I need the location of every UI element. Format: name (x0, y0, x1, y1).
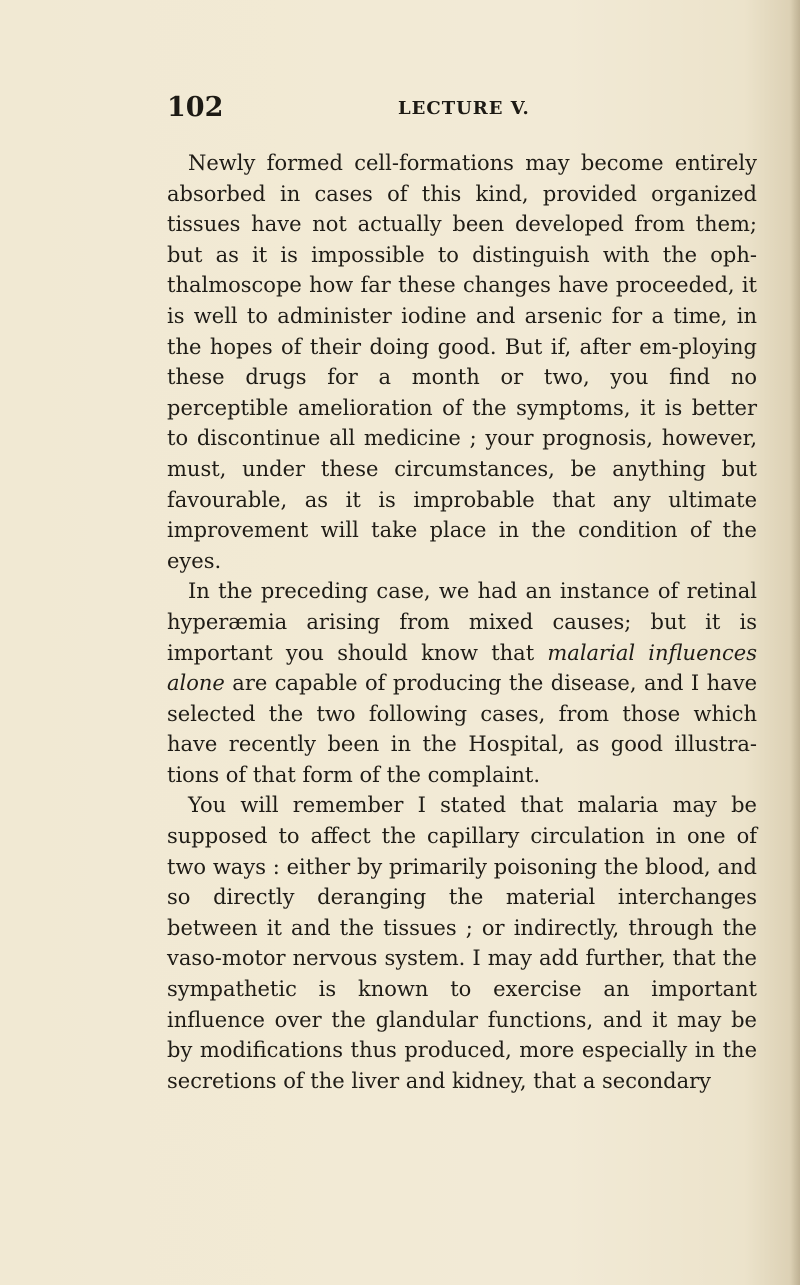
paragraph-text: are capable of producing the disease, and I have selected the two following cases, from those which have recently been in the Hospital, as good illustra-tions of that form of the complaint. (167, 671, 757, 787)
paragraph: You will remember I stated that malaria may be supposed to affect the capillary circulation in one of two ways : either by primarily poisoning the blood, and so directly deranging the material interchanges between it and the tissues ; or indirectly, through the vaso-motor nervous system. I may add further, that the sympathetic is known to exercise an important influence over the glandular functions, and it may be by modifications thus produced, more especially in the secretions of the liver and kidney, that a secondary (167, 793, 757, 1093)
page-number: 102 (167, 92, 224, 123)
chapter-title: LECTURE V. (398, 98, 530, 119)
paragraph (167, 576, 757, 790)
emphasis-text: malarial influences alone (167, 640, 757, 696)
paragraph: Newly formed cell-formations may become entirely absorbed in cases of this kind, provided organized tissues have not actually been developed from them; but as it is impossible to distinguish with the oph-thalmoscope how far these changes have proceeded, it is well to administer iodine and arsenic for a time, in the hopes of their doing good. But if, after em-ploying these drugs for a month or two, you find no perceptible amelioration of the symptoms, it is better to discontinue all medicine ; your prognosis, however, must, under these circumstances, be anything but favourable, as it is improbable that any ultimate improvement will take place in the condition of the eyes. (167, 151, 757, 573)
body-text (167, 148, 757, 1096)
paragraph-text: In the preceding case, we had an instance of retinal hyperæmia arising from mixed causes; but it is important you should know that (167, 579, 757, 665)
page-edge-shadow (790, 0, 800, 1285)
running-head (167, 92, 757, 126)
